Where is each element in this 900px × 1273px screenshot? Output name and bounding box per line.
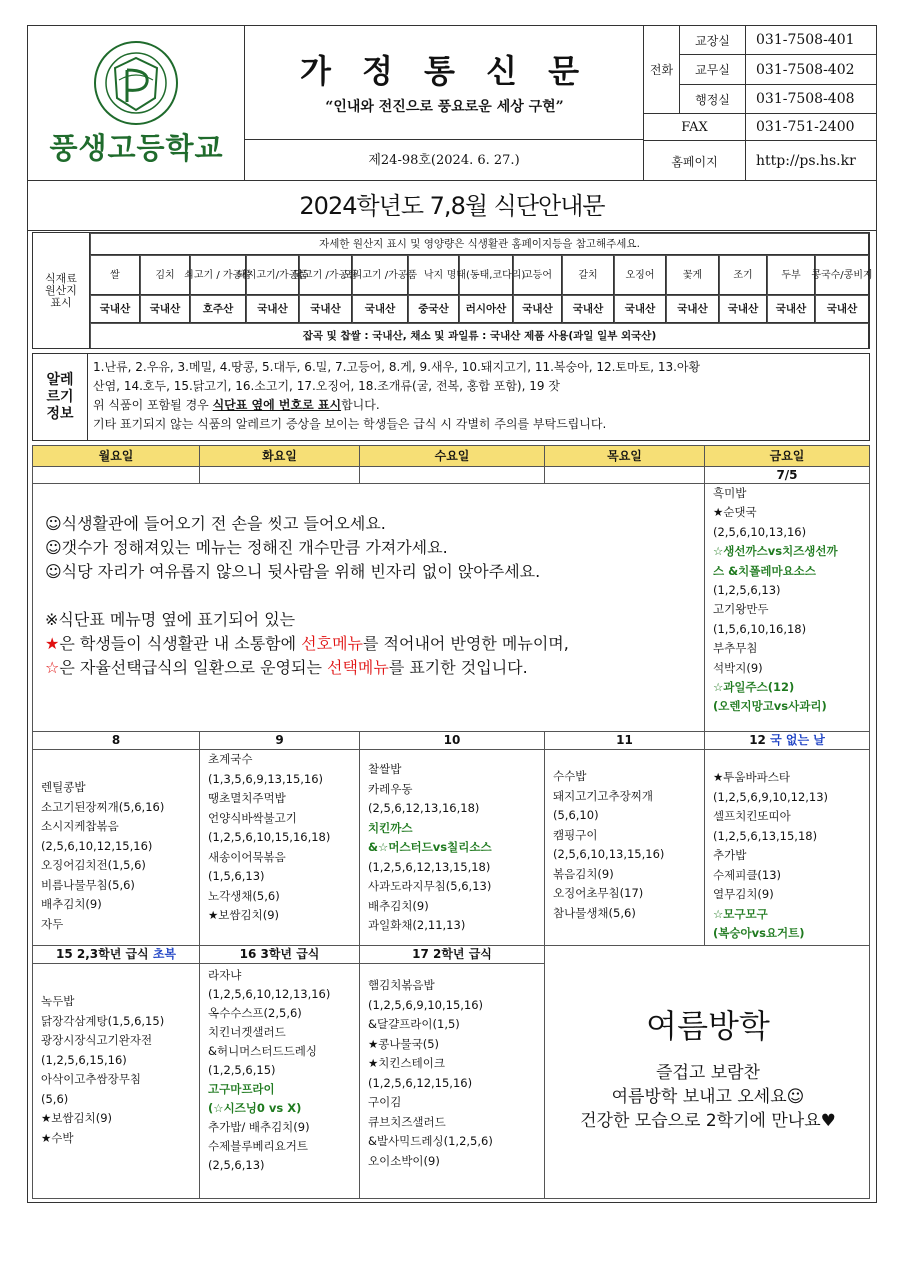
origin-country: 국내산	[614, 295, 666, 323]
menu-item: ★치킨스테이크	[368, 1056, 445, 1070]
menu-item: 초계국수	[208, 752, 253, 766]
menu-item: 오이소박이(9)	[368, 1153, 440, 1168]
date-cell: 11	[544, 731, 705, 750]
origin-item: 쇠고기 / 가공품	[190, 255, 246, 295]
menu-item: 돼지고기고추장찌개	[553, 788, 653, 803]
newsletter	[27, 25, 877, 1203]
origin-country: 호주산	[190, 295, 246, 323]
menu-item: ☆과일주스(12)	[713, 680, 795, 695]
origin-item: 두부	[767, 255, 815, 295]
menu-cell-wed	[359, 963, 545, 1199]
menu-item: 소고기된장찌개(5,6,16)	[41, 799, 165, 814]
menu-item: 치킨까스	[368, 820, 413, 835]
menu-title: 2024학년도 7,8월 식단안내문	[28, 181, 876, 231]
menu-item: 비름나물무침(5,6)	[41, 877, 135, 892]
menu-item: 노각생채(5,6)	[208, 888, 280, 903]
menu-item: &발사믹드레싱(1,2,5,6)	[368, 1134, 493, 1148]
origin-item: 김치	[140, 255, 190, 295]
menu-item: 추가밥/ 배추김치(9)	[208, 1120, 310, 1134]
allergy-line: 1.난류, 2.우유, 3.메밀, 4.땅콩, 5.대두, 6.밀, 7.고등어, 8.게, 9.새우, 10.돼지고기, 11.복숭아, 12.토마토, 13.아황	[93, 360, 701, 374]
origin-country: 국내산	[90, 295, 140, 323]
vacation-cell	[544, 945, 870, 1199]
origin-item: 닭고기 /가공품	[299, 255, 352, 295]
date-cell	[359, 466, 545, 484]
menu-item: 오징어초무침(17)	[553, 886, 644, 900]
menu-item: (1,2,5,6,10,12,13,16)	[208, 987, 331, 1001]
date-cell: 9	[199, 731, 360, 750]
menu-item: 렌틸콩밥	[41, 780, 86, 794]
fax-label: FAX	[644, 114, 746, 141]
menu-item: 찰쌀밥	[368, 762, 402, 776]
menu-item: &달걀프라이(1,5)	[368, 1017, 460, 1031]
menu-item: 아삭이고추쌈장무침	[41, 1072, 141, 1086]
contact-table	[644, 26, 876, 181]
title-block	[245, 26, 644, 140]
fax-number: 031-751-2400	[746, 114, 876, 141]
contact-label: 교장실	[680, 26, 746, 55]
origin-country: 러시아산	[459, 295, 513, 323]
menu-item: 옥수수스프(2,5,6)	[208, 1006, 302, 1020]
date-cell: 12 국 없는 날	[704, 731, 870, 750]
star-icon: ★	[45, 634, 60, 653]
menu-item: ★투움바파스타	[713, 770, 790, 784]
menu-item: 배추김치(9)	[368, 898, 429, 913]
origin-item: 돼지고기/가공품	[246, 255, 299, 295]
allergy-line: 산염, 14.호두, 15.닭고기, 16.소고기, 17.오징어, 18.조개류(굴, 전복, 홍합 포함), 19 잣	[93, 379, 560, 393]
vacation-title: 여름방학	[646, 1007, 770, 1045]
allergy-line: 기타 표기되지 않는 식품의 알레르기 증상을 보이는 학생들은 급식 시 각별히 주의를 부탁드립니다.	[93, 417, 607, 431]
origin-country: 중국산	[408, 295, 459, 323]
menu-item: (2,5,6,10,13,15,16)	[553, 847, 665, 861]
origin-item: 조기	[719, 255, 767, 295]
menu-item: ★순댓국	[713, 505, 757, 520]
menu-item: ★보쌈김치(9)	[41, 1111, 113, 1125]
day-header: 화요일	[199, 445, 360, 467]
menu-item: (1,2,5,6,13)	[713, 583, 781, 598]
menu-item: (1,2,5,6,10,15,16,18)	[208, 830, 331, 844]
date-cell	[544, 466, 705, 484]
menu-item: 햄김치볶음밥	[368, 978, 435, 992]
school-logo-block	[28, 26, 245, 181]
vacation-message: 즐겁고 보람찬 여름방학 보내고 오세요☺ 건강한 모습으로 2학기에 만나요♥	[580, 1063, 836, 1131]
menu-item: 볶음김치(9)	[553, 866, 614, 881]
origin-table	[32, 232, 873, 349]
day-header: 월요일	[32, 445, 200, 467]
menu-item: (1,5,6,13)	[208, 869, 265, 883]
homepage-label: 홈페이지	[644, 141, 746, 181]
menu-item: 추가밥	[713, 848, 747, 862]
menu-item: &허니머스터드드레싱	[208, 1044, 317, 1058]
menu-item: (2,5,6,10,12,15,16)	[41, 838, 153, 853]
menu-item: 흑미밥	[713, 486, 747, 500]
origin-country: 국내산	[513, 295, 562, 323]
menu-item: (1,2,5,6,12,15,16)	[368, 1075, 473, 1090]
menu-item: 부추무침	[713, 641, 758, 656]
contact-number: 031-7508-401	[746, 26, 876, 55]
contact-label: 행정실	[680, 85, 746, 114]
doc-title: 가 정 통 신 문	[299, 52, 590, 90]
menu-item: (1,2,5,6,15)	[208, 1063, 276, 1077]
menu-item: 셀프치킨또띠아	[713, 809, 791, 823]
origin-country: 국내산	[299, 295, 352, 323]
menu-item: 자두	[41, 916, 64, 931]
origin-country: 국내산	[562, 295, 614, 323]
menu-item: 카레우동	[368, 781, 413, 796]
date-cell: 10	[359, 731, 545, 750]
menu-item: &☆머스터드vs칠리소스	[368, 840, 492, 854]
notice-cell	[32, 483, 705, 732]
origin-item: 낙지	[408, 255, 459, 295]
school-emblem-icon	[91, 40, 181, 126]
allergy-info	[32, 353, 870, 441]
menu-item: ★보쌈김치(9)	[208, 908, 280, 922]
menu-item: ☆모구모구	[713, 906, 768, 921]
allergy-label: 알레르기 정보	[33, 354, 88, 440]
origin-item: 꽃게	[666, 255, 719, 295]
menu-item: 수제피클(13)	[713, 867, 782, 882]
origin-item: 쌀	[90, 255, 140, 295]
origin-country: 국내산	[719, 295, 767, 323]
menu-item: 녹두밥	[41, 994, 75, 1008]
menu-cell-tue	[199, 749, 360, 946]
menu-item: (1,2,5,6,9,10,15,16)	[368, 997, 484, 1012]
menu-item: 캠핑구이	[553, 827, 598, 842]
menu-item: 과일화채(2,11,13)	[368, 918, 466, 932]
menu-item: 소시지케찹볶음	[41, 819, 119, 833]
day-header: 수요일	[359, 445, 545, 467]
menu-item: (2,5,6,12,13,16,18)	[368, 801, 480, 815]
date-cell: 15 2,3학년 급식 초복	[32, 945, 200, 964]
date-cell	[32, 466, 200, 484]
menu-item: (1,5,6,10,16,18)	[713, 621, 807, 636]
menu-item: (5,6)	[41, 1091, 69, 1106]
notice-text: ☺식생활관에 들어오기 전 손을 씻고 들어오세요. ☺갯수가 정해져있는 메뉴는 정해진 개수만큼 가져가세요. ☺식당 자리가 여유롭지 않으니 뒷사람을 위해 빈자리 없이 앉아주세요. ※식단표 메뉴명 옆에 표기되어 있는 ★은 학생들이 식생활관 내 소통함에 선호메뉴를 적어내어 반영한 메뉴이며, ☆은 자율선택급식의 일환으로 운영되는 선택메뉴를 표기한 것입니다.	[45, 514, 569, 677]
day-header: 금요일	[704, 445, 870, 467]
menu-item: ★수박	[41, 1130, 74, 1145]
origin-country: 국내산	[666, 295, 719, 323]
menu-cell-wed	[359, 749, 545, 946]
origin-item: 명태(동태,코다리)	[459, 255, 513, 295]
menu-item: 열무김치(9)	[713, 887, 774, 901]
allergy-text	[93, 358, 863, 434]
menu-item: (1,2,5,6,13,15,18)	[713, 828, 818, 843]
origin-item: 콩국수/콩비지	[815, 255, 869, 295]
menu-item: (5,6,10)	[553, 808, 599, 822]
date-cell: 8	[32, 731, 200, 750]
menu-item: (1,2,5,6,9,10,12,13)	[713, 789, 829, 804]
menu-cell-thu	[544, 749, 705, 946]
date-cell: 17 2학년 급식	[359, 945, 545, 964]
origin-country: 국내산	[246, 295, 299, 323]
menu-item: ☆생선까스vs치즈생선까	[713, 544, 838, 559]
menu-item: 스 &치폴레마요소스	[713, 563, 816, 578]
origin-item: 오리고기 /가공품	[352, 255, 408, 295]
contact-label: 교무실	[680, 55, 746, 85]
menu-item: ★콩나물국(5)	[368, 1036, 440, 1051]
menu-cell-mon	[32, 749, 200, 946]
allergy-line: 위 식품이 포함될 경우 식단표 옆에 번호로 표시합니다.	[93, 398, 380, 412]
origin-label: 식재료 원산지 표시	[33, 233, 90, 348]
origin-country: 국내산	[767, 295, 815, 323]
contact-number: 031-7508-408	[746, 85, 876, 114]
menu-item: 언양식바싹불고기	[208, 810, 297, 825]
school-name: 풍생고등학교	[49, 131, 224, 165]
date-cell: 7/5	[704, 466, 870, 484]
menu-item: 새송이어묵볶음	[208, 849, 286, 864]
origin-country: 국내산	[140, 295, 190, 323]
menu-item: 라자냐	[208, 968, 242, 982]
menu-item: 큐브치즈샐러드	[368, 1114, 446, 1129]
menu-item: (1,2,5,6,15,16)	[41, 1052, 127, 1067]
menu-item: 참나물생채(5,6)	[553, 905, 636, 920]
menu-item: 광장시장식고기완자전	[41, 1033, 153, 1047]
date-cell	[199, 466, 360, 484]
origin-footer: 잡곡 및 찹쌀 : 국내산, 채소 및 과일류 : 국내산 제품 사용(과일 일부 외국산)	[90, 323, 869, 348]
date-cell: 16 3학년 급식	[199, 945, 360, 964]
menu-cell-tue	[199, 963, 360, 1199]
menu-item: 석박지(9)	[713, 660, 763, 675]
menu-item: (1,3,5,6,9,13,15,16)	[208, 771, 324, 786]
homepage-link[interactable]: http://ps.hs.kr	[756, 153, 856, 169]
origin-country: 국내산	[352, 295, 408, 323]
day-header: 목요일	[544, 445, 705, 467]
menu-item: 고기왕만두	[713, 602, 769, 617]
menu-item: 배추김치(9)	[41, 897, 102, 911]
contact-number: 031-7508-402	[746, 55, 876, 85]
origin-item: 갈치	[562, 255, 614, 295]
menu-item: 오징어김치전(1,5,6)	[41, 858, 146, 872]
origin-note: 자세한 원산지 표시 및 영양량은 식생활관 홈페이지등을 참고해주세요.	[90, 233, 869, 255]
school-motto: “인내와 전진으로 풍요로운 세상 구현”	[325, 99, 564, 115]
menu-item: (1,2,5,6,12,13,15,18)	[368, 859, 491, 874]
menu-cell-fri	[704, 749, 870, 946]
origin-country: 국내산	[815, 295, 869, 323]
issue-number: 제24-98호(2024. 6. 27.)	[245, 140, 644, 181]
menu-item: 수제블루베리요거트	[208, 1139, 308, 1153]
origin-item: 오징어	[614, 255, 666, 295]
menu-item: (☆시즈닝0 vs X)	[208, 1101, 302, 1115]
header	[28, 26, 876, 181]
phone-label: 전화	[644, 26, 680, 114]
menu-item: 닭장각삼계탕(1,5,6,15)	[41, 1013, 165, 1028]
menu-cell-fri	[704, 483, 870, 732]
menu-calendar	[32, 445, 870, 1201]
menu-cell-mon	[32, 963, 200, 1199]
menu-item: (오렌지망고vs사과리)	[713, 699, 827, 714]
menu-item: 치킨너겟샐러드	[208, 1025, 286, 1039]
star-outline-icon: ☆	[45, 658, 60, 677]
menu-item: 땡초멸치주먹밥	[208, 791, 286, 805]
menu-item: 수수밥	[553, 769, 587, 783]
menu-item: 구이김	[368, 1095, 402, 1109]
menu-item: (2,5,6,13)	[208, 1158, 265, 1172]
menu-item: (복숭아vs요거트)	[713, 926, 805, 940]
menu-item: 고구마프라이	[208, 1082, 275, 1096]
menu-item: 사과도라지무침(5,6,13)	[368, 879, 492, 893]
origin-item: 고등어	[513, 255, 562, 295]
menu-item: (2,5,6,10,13,16)	[713, 524, 807, 539]
